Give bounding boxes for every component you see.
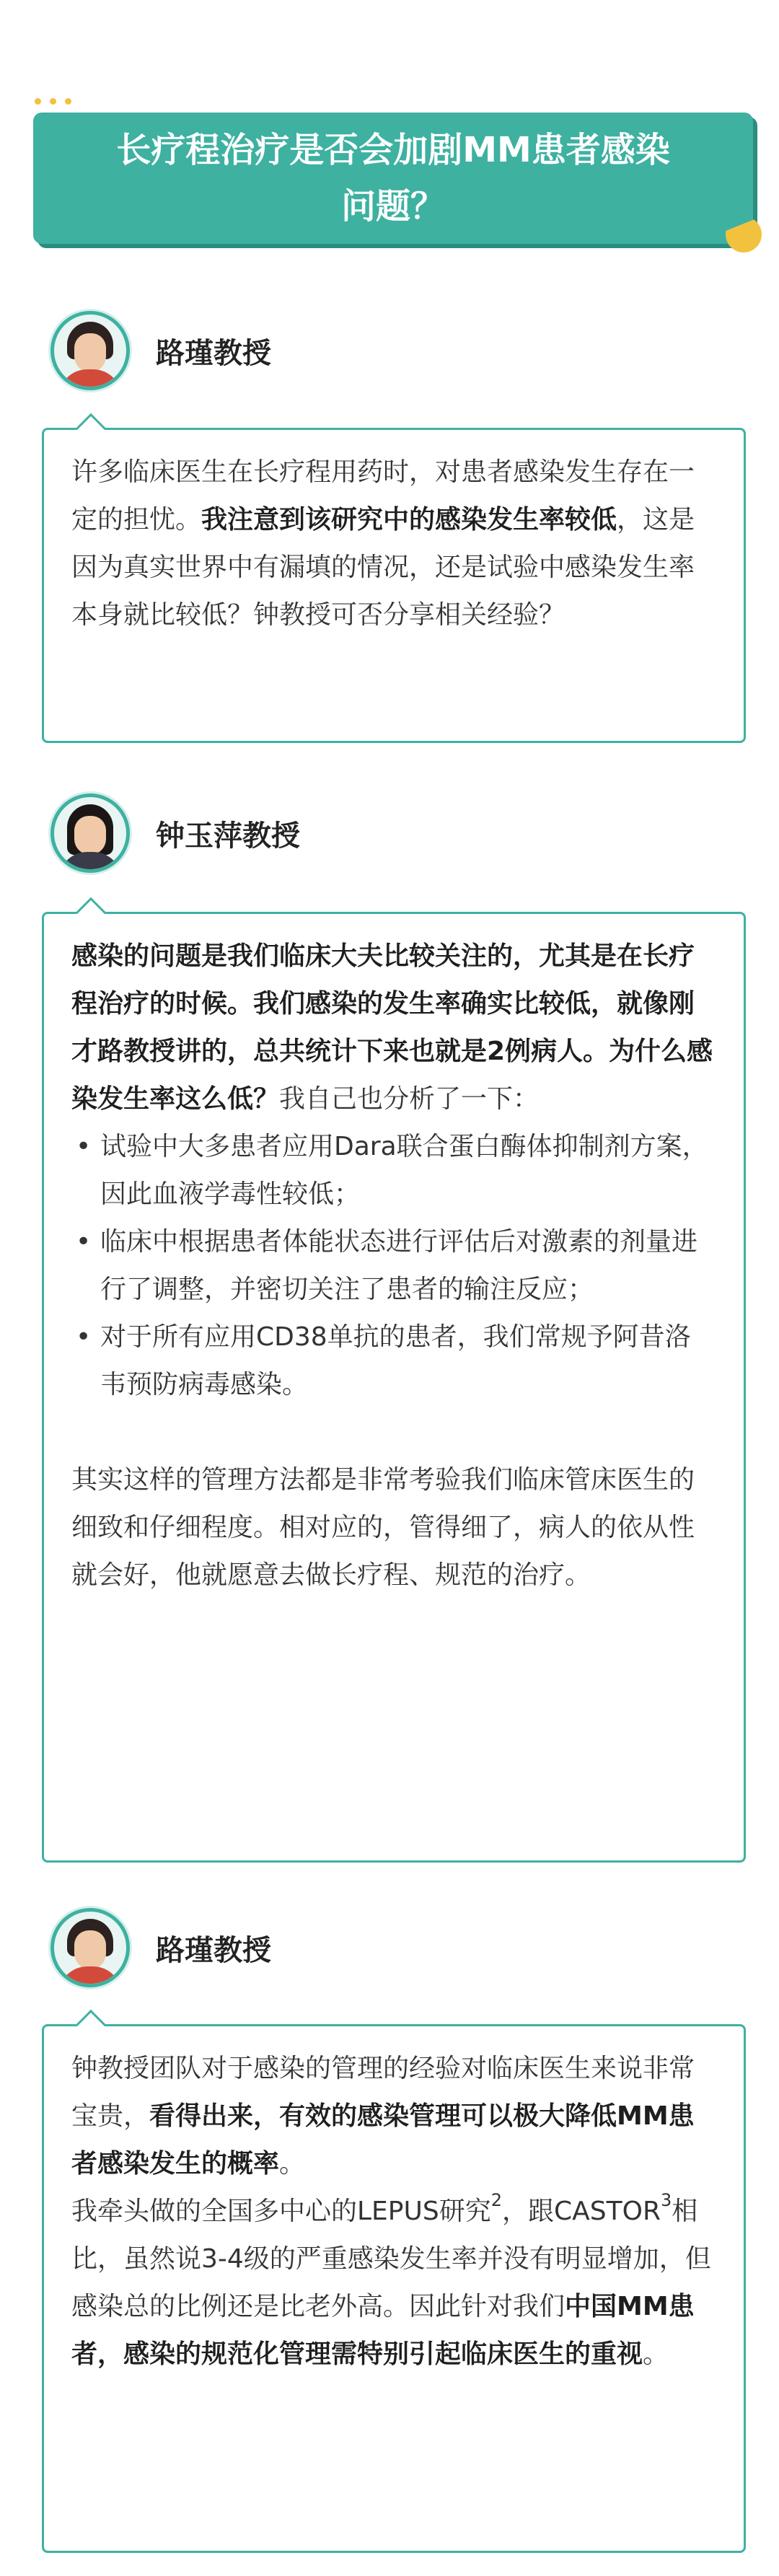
highlight-text: 中国MM患者，感染的规范化管理需特别引起临床医生的重视 — [71, 2292, 695, 2369]
page-title — [116, 122, 670, 234]
card-pointer — [76, 2010, 106, 2040]
text-span: 我自己也分析了一下： — [279, 1084, 540, 1114]
title-banner — [33, 92, 754, 251]
speaker-header-lu-jin-1 — [50, 311, 271, 390]
speaker-header-lu-jin-2 — [50, 1908, 271, 1987]
speaker-name: 钟玉萍教授 — [156, 819, 300, 853]
text-span: 。 — [279, 2149, 306, 2179]
text-span: 。 — [643, 2339, 669, 2369]
title-line-1: 长疗程治疗是否会加剧MM患者感染 — [116, 130, 670, 170]
text-span: ，跟CASTOR — [502, 2197, 661, 2226]
quote-card-3 — [42, 2024, 746, 2553]
decorative-dots-icon — [35, 98, 71, 105]
quote-paragraph — [71, 2188, 716, 2378]
quote-paragraph — [71, 933, 716, 1123]
citation-superscript: 2 — [490, 2190, 502, 2210]
quote-paragraph — [71, 2045, 716, 2188]
speaker-header-zhong-yuping — [50, 794, 300, 873]
avatar-lu-jin-icon — [50, 1908, 130, 1987]
text-span: 相比，虽然说3-4级的严重感染发生率并没有明显增加，但感染总的比例还是比老外高。因此针对我们 — [71, 2197, 711, 2321]
quote-paragraph — [71, 449, 716, 639]
speaker-name: 路瑾教授 — [156, 336, 271, 370]
highlight-text: 感染的问题是我们临床大夫比较关注的，尤其是在长疗程治疗的时候。我们感染的发生率确实比较低，就像刚才路教授讲的，总共统计下来也就是2例病人。为什么感染发生率这么低？ — [71, 941, 713, 1114]
title-box — [33, 113, 753, 244]
text-span: 许多临床医生在长疗程用药时，对患者感染发生存在一定的担忧。 — [71, 457, 695, 535]
highlight-text: 看得出来，有效的感染管理可以极大降低MM患者感染发生的概率 — [71, 2101, 695, 2179]
card-pointer — [76, 413, 106, 444]
citation-superscript: 3 — [660, 2190, 672, 2210]
avatar-lu-jin-icon — [50, 311, 130, 390]
text-span: ，这是因为真实世界中有漏填的情况，还是试验中感染发生率本身就比较低？钟教授可否分享相关经验？ — [71, 505, 695, 630]
text-span: 钟教授团队对于感染的管理的经验对临床医生来说非常宝贵， — [71, 2054, 695, 2131]
speaker-name: 路瑾教授 — [156, 1933, 271, 1967]
title-line-2: 问题？ — [340, 186, 445, 227]
quote-card-2 — [42, 912, 746, 1863]
avatar-zhong-yuping-icon — [50, 794, 130, 873]
text-span: 我牵头做的全国多中心的LEPUS研究 — [71, 2197, 491, 2226]
list-item: • 对于所有应用CD38单抗的患者，我们常规予阿昔洛韦预防病毒感染。 — [71, 1314, 716, 1409]
quote-paragraph: 其实这样的管理方法都是非常考验我们临床管床医生的细致和仔细程度。相对应的，管得细了，病人的依从性就会好，他就愿意去做长疗程、规范的治疗。 — [71, 1465, 695, 1590]
quote-card-1 — [42, 428, 746, 743]
bullet-list — [71, 1123, 716, 1409]
list-item: • 临床中根据患者体能状态进行评估后对激素的剂量进行了调整，并密切关注了患者的输注反应； — [71, 1218, 716, 1314]
card-pointer — [76, 897, 106, 928]
list-item: • 试验中大多患者应用Dara联合蛋白酶体抑制剂方案，因此血液学毒性较低； — [71, 1123, 716, 1218]
highlight-text: 我注意到该研究中的感染发生率较低 — [201, 505, 617, 535]
